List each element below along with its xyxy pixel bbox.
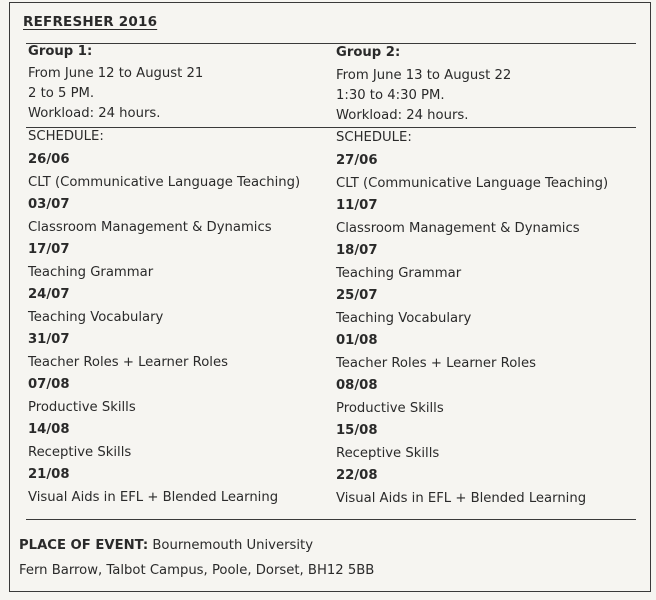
session-date: 07/08 (28, 377, 70, 392)
schedule-label: SCHEDULE: (336, 130, 412, 145)
session-topic: Teaching Vocabulary (28, 310, 164, 325)
session-date: 08/08 (336, 378, 378, 393)
session-date: 15/08 (336, 423, 378, 438)
info-divider (26, 127, 636, 128)
group-dates: From June 12 to August 21 (28, 66, 204, 81)
group-time: 1:30 to 4:30 PM. (336, 88, 445, 103)
header-divider (26, 43, 636, 44)
session-date: 25/07 (336, 288, 378, 303)
session-topic: Teacher Roles + Learner Roles (28, 355, 228, 370)
place-venue: Bournemouth University (152, 538, 314, 553)
schedule-label: SCHEDULE: (28, 129, 104, 144)
session-date: 24/07 (28, 287, 70, 302)
session-topic: Productive Skills (336, 401, 444, 416)
session-topic: Teaching Grammar (28, 265, 154, 280)
place-label: PLACE OF EVENT: (19, 538, 149, 553)
session-topic: Visual Aids in EFL + Blended Learning (28, 490, 279, 505)
session-date: 27/06 (336, 153, 378, 168)
session-topic: Receptive Skills (28, 445, 132, 460)
document-title: REFRESHER 2016 (23, 14, 158, 30)
session-date: 14/08 (28, 422, 70, 437)
session-date: 11/07 (336, 198, 378, 213)
session-date: 03/07 (28, 197, 70, 212)
group-name: Group 1: (28, 44, 93, 59)
place-address: Fern Barrow, Talbot Campus, Poole, Dorset, BH12 5BB (19, 563, 375, 578)
session-date: 22/08 (336, 468, 378, 483)
session-topic: Classroom Management & Dynamics (336, 221, 580, 236)
session-topic: Teaching Grammar (336, 266, 462, 281)
session-topic: Teaching Vocabulary (336, 311, 472, 326)
place-of-event (19, 538, 313, 553)
session-date: 17/07 (28, 242, 70, 257)
session-topic: Receptive Skills (336, 446, 440, 461)
group-name: Group 2: (336, 45, 401, 60)
session-topic: Classroom Management & Dynamics (28, 220, 272, 235)
group-time: 2 to 5 PM. (28, 86, 95, 101)
session-date: 26/06 (28, 152, 70, 167)
session-topic: Teacher Roles + Learner Roles (336, 356, 536, 371)
group-workload: Workload: 24 hours. (28, 106, 161, 121)
footer-divider (26, 519, 636, 520)
session-date: 18/07 (336, 243, 378, 258)
session-topic: Productive Skills (28, 400, 136, 415)
group-dates: From June 13 to August 22 (336, 68, 512, 83)
session-topic: CLT (Communicative Language Teaching) (336, 176, 609, 191)
session-topic: CLT (Communicative Language Teaching) (28, 175, 301, 190)
group-workload: Workload: 24 hours. (336, 108, 469, 123)
session-date: 31/07 (28, 332, 70, 347)
session-date: 21/08 (28, 467, 70, 482)
session-topic: Visual Aids in EFL + Blended Learning (336, 491, 587, 506)
session-date: 01/08 (336, 333, 378, 348)
